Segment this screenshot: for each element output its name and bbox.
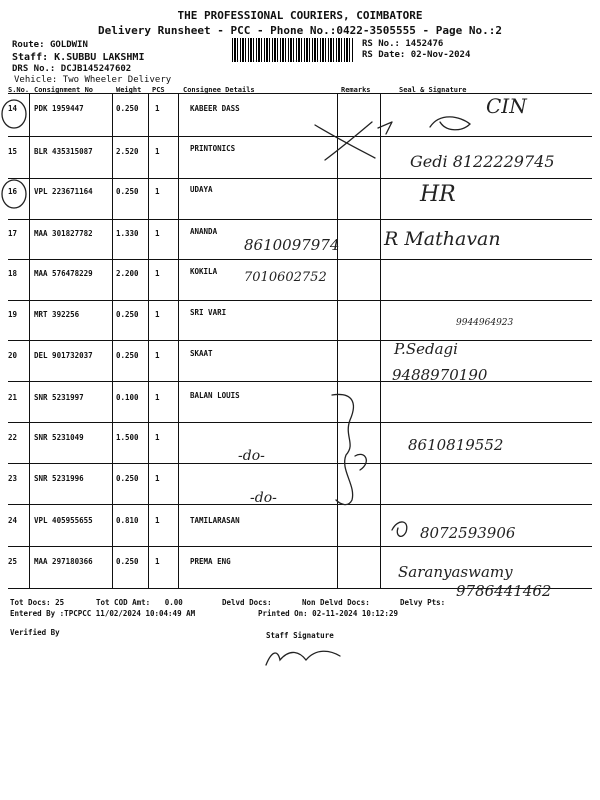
non-delvd-docs: Non Delvd Docs: bbox=[302, 598, 370, 607]
row-consignment: PDK 1959447 bbox=[34, 104, 84, 113]
r25-phone: 9786441462 bbox=[456, 582, 552, 600]
row-consignment: SNR 5231049 bbox=[34, 433, 84, 442]
staff-value: K.SUBBU LAKSHMI bbox=[54, 52, 145, 63]
tot-cod-label: Tot COD Amt: bbox=[96, 598, 151, 607]
bracket-mark bbox=[332, 394, 353, 504]
entered-by: Entered By :TPCPCC 11/02/2024 10:04:49 AM bbox=[10, 609, 196, 618]
row-pcs: 1 bbox=[155, 104, 160, 113]
r14-seal: CIN bbox=[486, 94, 527, 118]
row-consignment: MAA 301827782 bbox=[34, 229, 93, 238]
row-consignee: PRINTONICS bbox=[190, 144, 236, 153]
row-consignee: ANANDA bbox=[190, 227, 218, 236]
r22-ditto: -do- bbox=[238, 448, 265, 464]
printed-on: Printed On: 02-11-2024 10:12:29 bbox=[258, 609, 398, 618]
col-consignment: Consignment No bbox=[34, 86, 94, 94]
col-seal: Seal & Signature bbox=[399, 86, 467, 94]
r19-phone: 9944964923 bbox=[456, 318, 514, 328]
rs-date-label: RS Date: bbox=[362, 50, 406, 60]
row-sno: 23 bbox=[8, 474, 18, 483]
tot-cod-value: 0.00 bbox=[164, 598, 183, 607]
row-sno: 17 bbox=[8, 229, 18, 238]
row-consignment: MRT 392256 bbox=[34, 310, 80, 319]
tot-docs-value: 25 bbox=[55, 598, 65, 607]
r23-ditto: -do- bbox=[250, 490, 277, 506]
vehicle-value: Two Wheeler Delivery bbox=[62, 75, 172, 85]
row-pcs: 1 bbox=[155, 187, 160, 196]
row-sno: 24 bbox=[8, 516, 18, 525]
col-pcs: PCS bbox=[152, 86, 165, 94]
r15-seal: Gedi 8122229745 bbox=[410, 152, 555, 171]
row-pcs: 1 bbox=[155, 310, 160, 319]
hook-mark-24 bbox=[392, 522, 407, 536]
drs-value: DCJB145247602 bbox=[60, 64, 132, 74]
delvy-pts: Delvy Pts: bbox=[400, 598, 446, 607]
tot-docs-label: Tot Docs: bbox=[10, 598, 51, 607]
row-sno: 14 bbox=[8, 104, 18, 113]
row-consignee: PREMA ENG bbox=[190, 557, 231, 566]
row-pcs: 1 bbox=[155, 474, 160, 483]
tot-cod bbox=[96, 598, 183, 607]
staff-signature-ink bbox=[266, 651, 340, 665]
company-title: THE PROFESSIONAL COURIERS, COIMBATORE bbox=[177, 9, 423, 22]
row-weight: 0.250 bbox=[116, 310, 139, 319]
circle-mark-14 bbox=[2, 100, 26, 128]
row-weight: 0.250 bbox=[116, 351, 139, 360]
row-consignee: KOKILA bbox=[190, 267, 218, 276]
scribble-mark bbox=[430, 117, 470, 130]
row-weight: 0.250 bbox=[116, 557, 139, 566]
drs-label: DRS No.: bbox=[12, 64, 56, 74]
rs-no-label: RS No.: bbox=[362, 39, 400, 49]
row-sno: 18 bbox=[8, 269, 18, 278]
r18-remark: 7010602752 bbox=[244, 270, 327, 285]
row-consignment: BLR 435315087 bbox=[34, 147, 93, 156]
row-weight: 2.520 bbox=[116, 147, 139, 156]
row-sno: 22 bbox=[8, 433, 18, 442]
row-consignment: SNR 5231996 bbox=[34, 474, 84, 483]
row-sno: 20 bbox=[8, 351, 18, 360]
squiggle-mark-22 bbox=[355, 454, 366, 470]
row-sno: 19 bbox=[8, 310, 18, 319]
row-pcs: 1 bbox=[155, 147, 160, 156]
r20-phone: 9488970190 bbox=[392, 366, 488, 384]
row-consignee: BALAN LOUIS bbox=[190, 391, 240, 400]
row-consignee: UDAYA bbox=[190, 185, 213, 194]
circle-mark-16 bbox=[2, 180, 26, 208]
row-pcs: 1 bbox=[155, 557, 160, 566]
row-consignment: MAA 297180366 bbox=[34, 557, 93, 566]
vehicle-label: Vehicle: bbox=[14, 75, 58, 85]
delvd-docs: Delvd Docs: bbox=[222, 598, 272, 607]
row-pcs: 1 bbox=[155, 269, 160, 278]
staff-label: Staff: bbox=[12, 52, 49, 63]
row-consignment: VPL 223671164 bbox=[34, 187, 93, 196]
row-weight: 1.330 bbox=[116, 229, 139, 238]
row-sno: 25 bbox=[8, 557, 18, 566]
row-pcs: 1 bbox=[155, 516, 160, 525]
tot-docs bbox=[10, 598, 64, 607]
row-consignee: SRI VARI bbox=[190, 308, 227, 317]
row-weight: 0.100 bbox=[116, 393, 139, 402]
col-sno: S.No. bbox=[8, 86, 30, 94]
row-weight: 0.250 bbox=[116, 104, 139, 113]
rs-date-value: 02-Nov-2024 bbox=[410, 50, 471, 60]
row-weight: 0.250 bbox=[116, 187, 139, 196]
col-remarks: Remarks bbox=[341, 86, 371, 94]
verified-by: Verified By bbox=[10, 628, 60, 637]
col-consignee: Consignee Details bbox=[183, 86, 255, 94]
row-consignee: TAMILARASAN bbox=[190, 516, 240, 525]
row-consignee: KABEER DASS bbox=[190, 104, 240, 113]
r17-seal: R Mathavan bbox=[384, 228, 501, 250]
row-consignment: SNR 5231997 bbox=[34, 393, 84, 402]
r22-phone: 8610819552 bbox=[408, 436, 504, 454]
row-sno: 16 bbox=[8, 187, 18, 196]
row-pcs: 1 bbox=[155, 229, 160, 238]
r25-seal: Saranyaswamy bbox=[398, 563, 513, 581]
row-consignment: VPL 405955655 bbox=[34, 516, 93, 525]
row-weight: 2.200 bbox=[116, 269, 139, 278]
route-label: Route: bbox=[12, 40, 45, 50]
col-weight: Weight bbox=[116, 86, 142, 94]
arrow-mark bbox=[378, 122, 392, 134]
row-weight: 0.250 bbox=[116, 474, 139, 483]
r20-seal: P.Sedagi bbox=[394, 340, 458, 358]
r16-seal: HR bbox=[420, 182, 456, 207]
cross-out-mark bbox=[315, 122, 375, 160]
row-consignment: MAA 576478229 bbox=[34, 269, 93, 278]
row-sno: 15 bbox=[8, 147, 18, 156]
row-weight: 1.500 bbox=[116, 433, 139, 442]
rs-no-value: 1452476 bbox=[405, 39, 444, 49]
row-sno: 21 bbox=[8, 393, 18, 402]
route-value: GOLDWIN bbox=[49, 40, 88, 50]
r24-phone: 8072593906 bbox=[420, 524, 516, 542]
row-pcs: 1 bbox=[155, 351, 160, 360]
runsheet-title: Delivery Runsheet - PCC - Phone No.:0422-3505555 - Page No.:2 bbox=[98, 24, 502, 37]
row-consignee: SKAAT bbox=[190, 349, 213, 358]
row-pcs: 1 bbox=[155, 393, 160, 402]
r17-remark: 8610097974 bbox=[244, 236, 340, 254]
row-consignment: DEL 901732037 bbox=[34, 351, 93, 360]
row-pcs: 1 bbox=[155, 433, 160, 442]
row-weight: 0.810 bbox=[116, 516, 139, 525]
staff-signature-label: Staff Signature bbox=[266, 631, 334, 640]
